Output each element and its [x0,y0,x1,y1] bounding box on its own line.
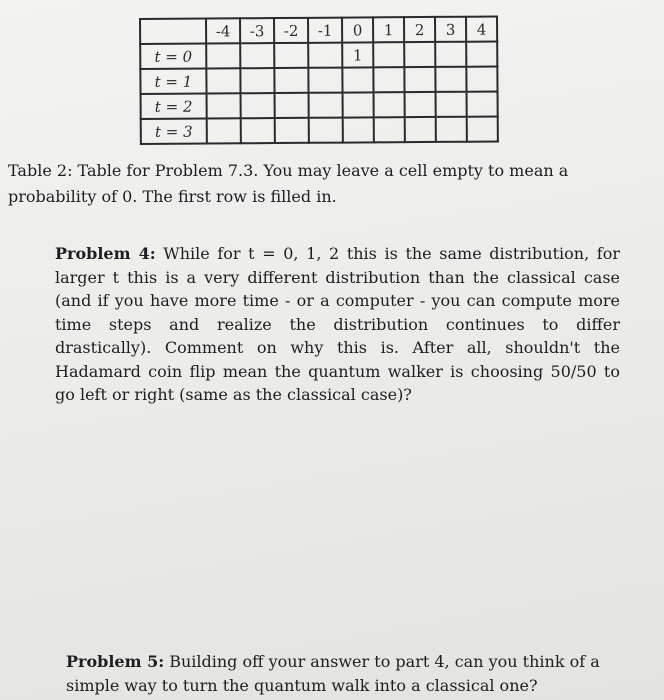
probability-cell [436,117,467,142]
probability-cell [206,68,240,93]
position-header: 1 [373,17,404,42]
probability-cell: 1 [342,42,373,67]
position-header: 4 [466,17,497,42]
probability-cell [206,43,240,68]
probability-cell [467,116,498,141]
probability-table [139,15,499,145]
probability-cell [374,92,405,117]
caption-text: Table for Problem 7.3. You may leave a cell empty to mean a probability of 0. The first row is filled in. [8,161,569,206]
position-header: 2 [404,17,435,42]
probability-cell [274,68,308,93]
problem-4-text: While for t = 0, 1, 2 this is the same distribution, for larger t this is a very different distribution than the classical case (and if you have more time - or a computer - you can compute more time steps and realize the distribution continues to differ drastically). Comment on why this is. After all, shouldn't the Hadamard coin flip mean the quantum walker is choosing 50/50 to go left or right (same as the classical case)? [55,244,620,404]
time-label: t = 3 [141,119,207,144]
time-label: t = 1 [140,69,206,94]
problem-5-label: Problem 5: [66,652,165,671]
probability-cell [435,67,466,92]
probability-cell [405,92,436,117]
position-header: -4 [206,18,240,43]
problem-4-label: Problem 4: [55,244,156,263]
table-row [141,91,498,118]
time-label: t = 0 [140,44,206,69]
probability-cell [373,67,404,92]
position-header: -2 [274,18,308,43]
probability-cell [373,42,404,67]
probability-cell [275,118,309,143]
position-header: 3 [435,17,466,42]
caption-label: Table 2: [8,161,73,180]
probability-cell [275,93,309,118]
probability-cell [343,92,374,117]
table-row [140,66,497,93]
probability-cell [240,43,274,68]
problem-4 [55,242,620,407]
probability-cell [466,66,497,91]
probability-cell [241,118,275,143]
probability-cell [207,93,241,118]
probability-cell [374,117,405,142]
problem-5 [66,650,606,697]
probability-cell [308,68,342,93]
probability-cell [274,43,308,68]
probability-cell [240,68,274,93]
probability-cell [466,42,497,67]
probability-cell [342,67,373,92]
probability-cell [435,42,466,67]
probability-cell [404,67,435,92]
probability-cell [308,43,342,68]
position-header: -3 [240,18,274,43]
table-corner-cell [140,19,206,44]
probability-cell [404,42,435,67]
table-row [141,116,498,143]
position-header: -1 [308,18,342,43]
table-row [140,42,497,69]
probability-cell [436,92,467,117]
probability-cell [309,93,343,118]
probability-cell [405,117,436,142]
probability-cell [343,117,374,142]
table-header-row [140,17,497,44]
probability-cell [467,91,498,116]
probability-cell [207,118,241,143]
problem-5-text: Building off your answer to part 4, can you think of a simple way to turn the quantum walk into a classical one? [66,652,600,695]
table-caption [8,158,638,210]
position-header: 0 [342,17,373,42]
probability-cell [241,93,275,118]
time-label: t = 2 [141,94,207,119]
probability-cell [309,118,343,143]
